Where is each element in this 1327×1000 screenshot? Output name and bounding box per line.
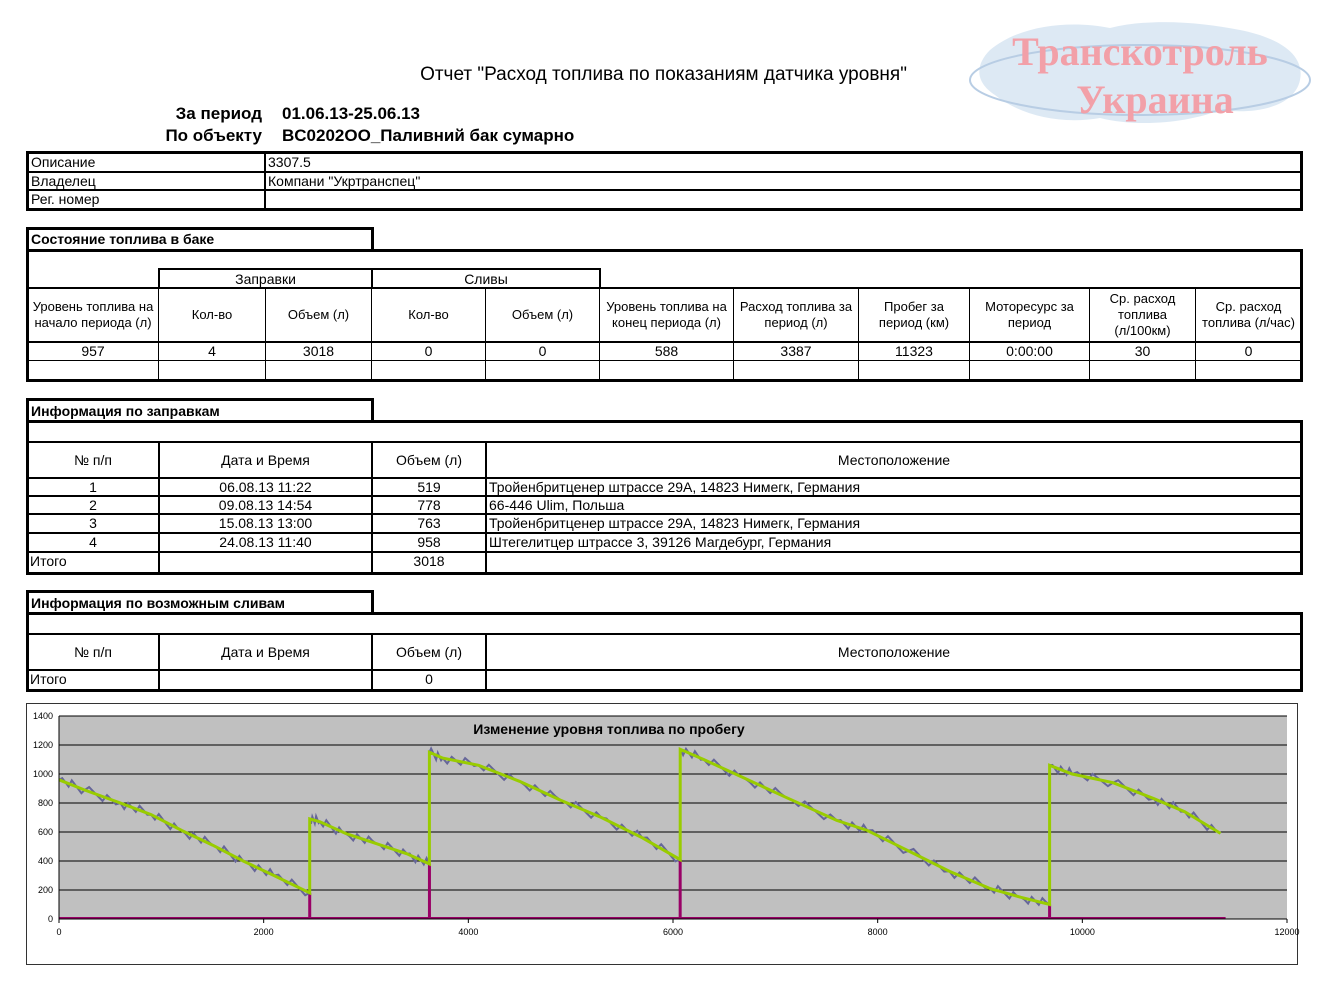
refuel-date: 15.08.13 13:00: [218, 515, 313, 531]
drains-col-location: Местоположение: [837, 644, 951, 660]
val-refuel-volume: 3018: [302, 343, 335, 359]
val-avg-per-hour: 0: [1244, 343, 1253, 359]
refuel-location: Тройенбритценер штрассе 29А, 14823 Нимегк, Германия: [489, 515, 861, 531]
y-tick-label: 1400: [32, 711, 53, 721]
x-tick-label: 12000: [1274, 927, 1300, 937]
col-refuel-volume: Объем (л): [287, 307, 350, 322]
y-tick-label: 200: [37, 885, 53, 895]
refuel-date: 06.08.13 11:22: [219, 479, 312, 495]
col-start-level: Уровень топлива на начало периода (л): [32, 299, 154, 330]
logo-text-2: Украина: [1076, 77, 1234, 122]
refuel-num: 4: [89, 534, 97, 550]
val-avg-per-100km: 30: [1134, 343, 1151, 359]
x-tick-label: 8000: [867, 927, 888, 937]
refuels-col-date: Дата и Время: [221, 452, 310, 468]
chart-svg: [27, 704, 1300, 964]
x-tick-label: 6000: [662, 927, 684, 937]
refuels-total-label: Итого: [30, 553, 67, 569]
col-mileage: Пробег за период (км): [878, 299, 950, 330]
info-label-description: Описание: [31, 154, 96, 170]
val-drain-volume: 0: [538, 343, 547, 359]
x-tick-label: 2000: [253, 927, 274, 937]
val-start-level: 957: [81, 343, 105, 359]
x-tick-label: 0: [56, 927, 62, 937]
refuel-location: Штегелитцер штрассе 3, 39126 Магдебург, Германия: [489, 534, 832, 550]
refuels-total-volume: 3018: [413, 553, 445, 569]
refuel-num: 3: [89, 515, 97, 531]
refuel-volume: 519: [417, 479, 441, 495]
drains-col-volume: Объем (л): [396, 644, 462, 660]
drains-title: Информация по возможным сливам: [31, 595, 286, 611]
col-consumption: Расход топлива за период (л): [739, 299, 853, 330]
refuels-col-num: № п/п: [74, 452, 112, 468]
info-value-description: 3307.5: [268, 154, 311, 170]
refuel-location: Тройенбритценер штрассе 29А, 14823 Нимегк, Германия: [489, 479, 861, 495]
val-drain-count: 0: [424, 343, 433, 359]
val-end-level: 588: [654, 343, 679, 359]
col-drain-count: Кол-во: [408, 307, 449, 322]
col-motor-resource: Моторесурс за период: [985, 299, 1074, 330]
info-table: [26, 151, 1303, 211]
drains-col-date: Дата и Время: [221, 644, 310, 660]
info-label-reg-number: Рег. номер: [31, 191, 100, 207]
refuel-num: 2: [89, 497, 97, 513]
col-refuel-count: Кол-во: [191, 307, 233, 322]
col-end-level: Уровень топлива на конец периода (л): [606, 299, 727, 330]
y-tick-label: 1200: [32, 740, 53, 750]
val-refuel-count: 4: [208, 343, 216, 359]
plot-area: [59, 716, 1287, 919]
period-value: 01.06.13-25.06.13: [282, 104, 421, 123]
y-tick-label: 800: [37, 798, 53, 808]
x-tick-label: 4000: [458, 927, 479, 937]
col-drain-volume: Объем (л): [511, 307, 574, 322]
logo-text-1: Транскотроль: [1012, 29, 1268, 74]
refuel-volume: 763: [417, 515, 441, 531]
refuels-col-location: Местоположение: [837, 452, 951, 468]
y-tick-label: 0: [47, 914, 53, 924]
y-tick-label: 600: [37, 827, 53, 837]
info-value-owner: Компани "Укртранспец": [268, 173, 421, 189]
refuels-col-volume: Объем (л): [396, 452, 462, 468]
val-motor-resource: 0:00:00: [1006, 343, 1053, 359]
refuel-volume: 778: [417, 497, 441, 513]
info-label-owner: Владелец: [31, 173, 96, 189]
object-label: По объекту: [165, 126, 262, 145]
col-avg-per-100km: Ср. расход топлива (л/100км): [1109, 291, 1176, 338]
refuel-date: 09.08.13 14:54: [218, 497, 313, 513]
report-title: Отчет "Расход топлива по показаниям датчика уровня": [420, 64, 907, 85]
refuels-title: Информация по заправкам: [31, 403, 220, 419]
object-value: BC0202OO_Паливний бак сумарно: [282, 126, 575, 145]
refuel-volume: 958: [417, 534, 441, 550]
col-avg-per-hour: Ср. расход топлива (л/час): [1202, 299, 1295, 330]
drains-total-label: Итого: [30, 671, 67, 687]
y-tick-label: 400: [37, 856, 53, 866]
group-drains: Сливы: [464, 271, 508, 287]
chart-title: Изменение уровня топлива по пробегу: [473, 721, 745, 737]
fuel-state-title: Состояние топлива в баке: [31, 231, 215, 247]
val-mileage: 11323: [895, 343, 933, 359]
x-tick-label: 10000: [1069, 927, 1095, 937]
group-refuels: Заправки: [235, 271, 296, 287]
drains-col-num: № п/п: [74, 644, 112, 660]
period-label: За период: [175, 104, 262, 123]
val-consumption: 3387: [780, 343, 812, 359]
drains-total-volume: 0: [425, 671, 433, 687]
refuel-num: 1: [89, 479, 97, 495]
refuel-location: 66-446 Ulim, Польша: [489, 497, 625, 513]
y-tick-label: 1000: [32, 769, 53, 779]
refuel-date: 24.08.13 11:40: [219, 534, 312, 550]
fuel-level-chart: [26, 703, 1298, 965]
